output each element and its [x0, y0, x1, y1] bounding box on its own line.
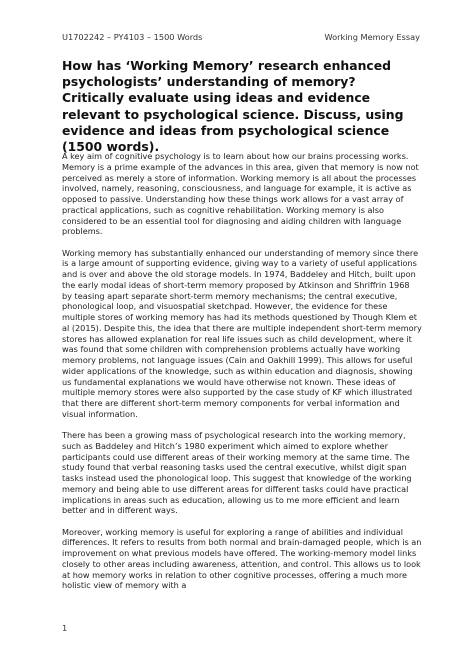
paragraph-3: There has been a growing mass of psychological research into the working memory, such as Baddeley and Hitch’s 1980 experiment which aimed to explore whether participants could use different areas of their working memory at the same time. The study found that verbal reasoning tasks used the central executive, whilst digit span tasks instead used the phonological loop. This suggest that knowledge of the working memory and being able to use different areas for different tasks could have practical implications in areas such as education, allowing us to me more efficient and learn better and in different ways.	[62, 430, 412, 516]
header-right-text: Working Memory Essay	[324, 32, 420, 42]
essay-title: How has ‘Working Memory’ research enhanced psychologists’ understanding of memory? Critically evaluate using ideas and evidence relevant to psychological science. Discuss, using evidence and ideas from psychological science (1500 words).	[62, 58, 404, 155]
essay-body	[62, 151, 422, 602]
paragraph-4: Moreover, working memory is useful for exploring a range of abilities and individual differences. It refers to results from both normal and brain-damaged people, which is an improvement on what previous models have offered. The working-memory model links closely to other areas including awareness, attention, and control. This allows us to look at how memory works in relation to other cognitive processes, offering a much more holistic view of memory with a	[62, 526, 422, 591]
header-left-text: U1702242 – PY4103 – 1500 Words	[62, 32, 203, 42]
page-header	[62, 32, 420, 42]
paragraph-1: A key aim of cognitive psychology is to learn about how our brains processing works. Memory is a prime example of the advances in this area, given that memory is now not perceived as merely a store of information. Working memory is all about the processes involved, namely, reasoning, consciousness, and language for example, it is active as opposed to passive. Understanding how these things work allows for a vast array of practical applications, such as cognitive rehabilitation. Working memory is also considered to be an essential tool for diagnosing and aiding children with language problems.	[62, 151, 419, 237]
paragraph-2: Working memory has substantially enhanced our understanding of memory since there is a large amount of supporting evidence, giving way to a variety of useful applications and is over and above the old storage models. In 1974, Baddeley and Hitch, built upon the early modal ideas of short-term memory proposed by Atkinson and Shriffrin 1968 by teasing apart separate short-term memory mechanisms; the central executive, phonological loop, and visuospatial sketchpad. However, the evidence for these multiple stores of working memory has had its methods questioned by Though Klem et al (2015). Despite this, the idea that there are multiple independent short-term memory stores has allowed explanation for real life issues such as child development, where it was found that some children with comprehension problems actually have working memory problems, not language issues (Cain and Oakhill 1999). This allows for useful wider applications of the knowledge, such as within education and diagnosis, showing us fundamental explanations we would have otherwise not known. These ideas of multiple memory stores were also supported by the case study of KF which illustrated that there are different short-term memory components for verbal information and visual information.	[62, 247, 422, 419]
page-number: 1	[62, 623, 68, 633]
